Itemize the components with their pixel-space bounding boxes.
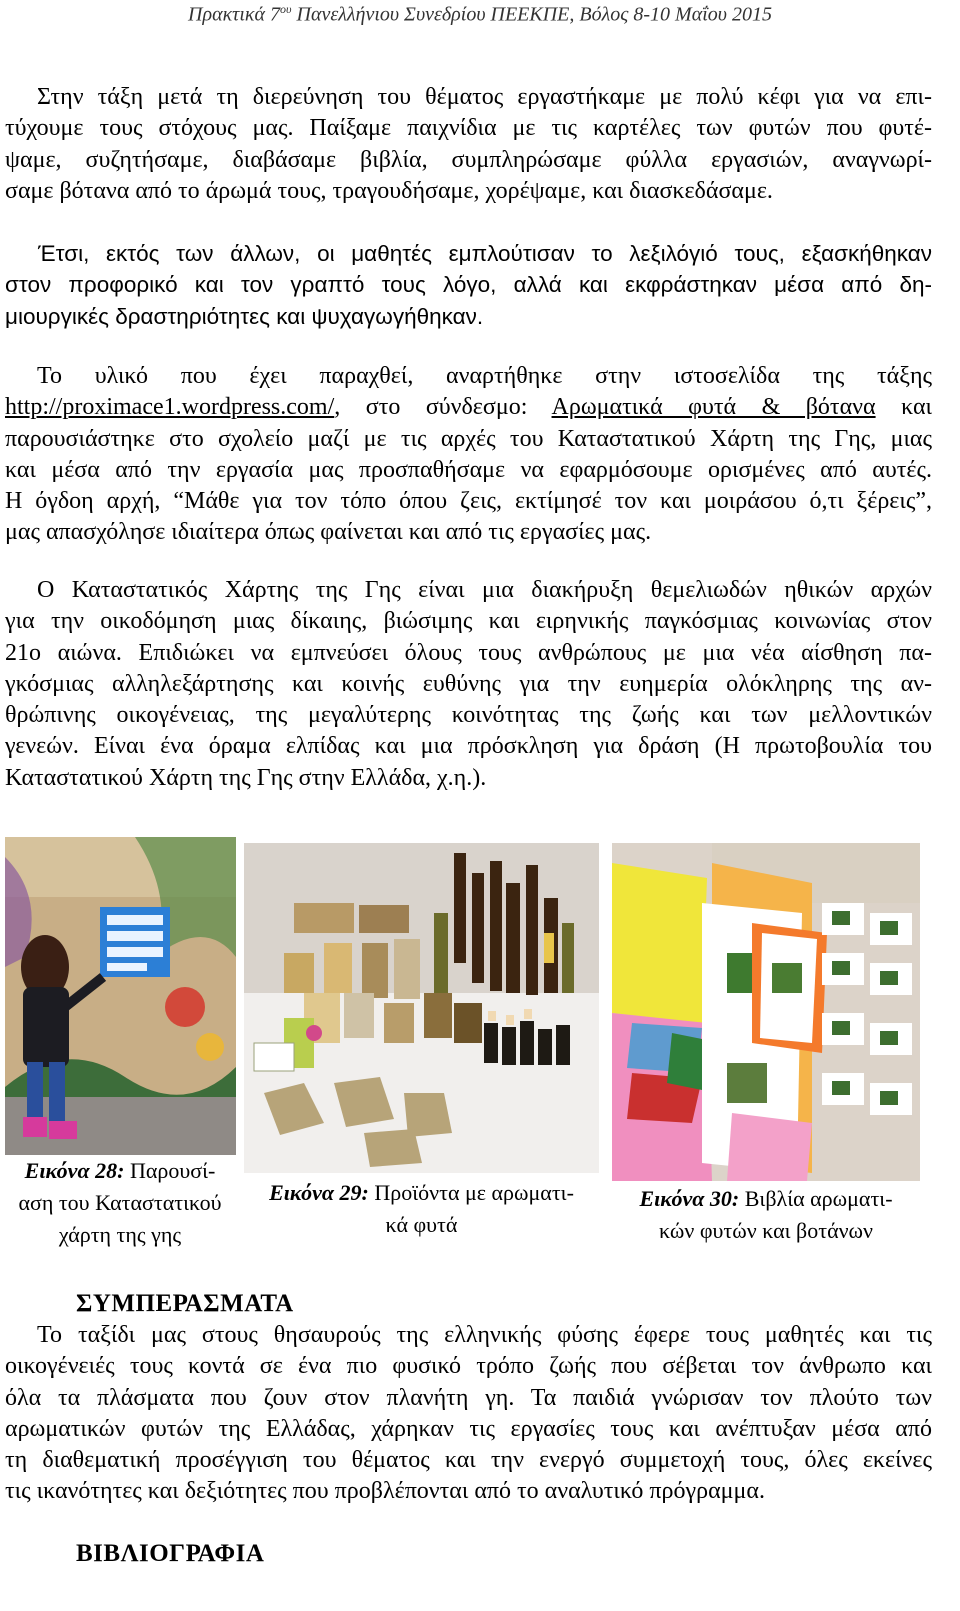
text-line: γκόσμιας αλληλεξάρτησης και κοινής ευθύνης για την ευημερία ολόκληρης της αν- — [5, 670, 932, 697]
paragraph-material-published — [5, 361, 932, 549]
text-line: Καταστατικού Χάρτη της Γης στην Ελλάδα, χ.η.). — [5, 764, 487, 791]
class-website-link[interactable]: http://proximace1.wordpress.com/ — [5, 394, 335, 421]
figure-label: Εικόνα 30: — [639, 1186, 740, 1211]
text-line: αρωματικών φυτών της Ελλάδας, χάρηκαν τις εργασίες τους και ανέπτυξαν μέσα από — [5, 1415, 932, 1442]
figure-label: Εικόνα 29: — [269, 1180, 369, 1205]
paragraph-conclusions — [5, 1320, 932, 1508]
text-line: μιουργικές δραστηριότητες και ψυχαγωγήθηκαν. — [5, 303, 484, 329]
text-line: Στην τάξη μετά τη διερεύνηση του θέματος εργαστήκαμε με πολύ κέφι για να επι- — [37, 84, 932, 110]
figure-28-caption — [0, 1155, 240, 1251]
text-line: Ο Καταστατικός Χάρτης της Γης είναι μια διακήρυξη θεμελιωδών ηθικών αρχών — [37, 577, 932, 603]
text-line: οικογένειές τους κοντά σε ένα πιο φυσικό τρόπο ζωής που σέβεται τον άνθρωπο και — [5, 1353, 932, 1380]
figure-30-caption — [612, 1183, 920, 1247]
text-line: γενεών. Είναι ένα όραμα ελπίδας και μια πρόσκληση για δράση (Η πρωτοβουλία του — [5, 733, 932, 760]
text-line: τύχουμε τους στόχους μας. Παίξαμε παιχνίδια με τις καρτέλες των φυτών που φυτέ- — [5, 115, 932, 142]
text-line: για την οικοδόμηση μιας δίκαιης, βιώσιμης και ειρηνικής παγκόσμιας κοινωνίας στον — [5, 608, 932, 635]
text-line: θρώπινης οικογένειας, της μεγαλύτερης κοινότητας της ζωής και των μελλοντικών — [5, 702, 932, 729]
text-line: 21ο αιώνα. Επιδιώκει να εμπνεύσει όλους τους ανθρώπους με μια νέα αίσθηση πα- — [5, 639, 932, 666]
aromatic-plants-link[interactable]: Αρωματικά φυτά & βότανα — [551, 394, 876, 421]
text-line: στον προφορικό και τον γραπτό τους λόγο, αλλά και εκφράστηκαν μέσα από δη- — [5, 272, 932, 298]
header-prefix: Πρακτικά 7 — [188, 3, 280, 26]
paragraph-student-outcomes — [5, 238, 932, 332]
text-line: μας απασχόλησε ιδιαίτερα όπως φαίνεται και από τις εργασίες μας. — [5, 519, 652, 546]
header-superscript: ου — [279, 2, 292, 16]
text-line — [5, 392, 932, 423]
figure-30-photo — [612, 843, 920, 1181]
text-line: Το ταξίδι μας στους θησαυρούς της ελληνικής φύσης έφερε τους μαθητές και τις — [37, 1322, 932, 1348]
caption-line: κών φυτών και βοτάνων — [659, 1218, 873, 1243]
text-line: τις ικανότητες και δεξιότητες που προβλέπονται από το αναλυτικό πρόγραμμα. — [5, 1478, 765, 1505]
figure-28-photo — [5, 837, 236, 1155]
text-line: Η όγδοη αρχή, “Μάθε για τον τόπο όπου ζεις, εκτίμησέ τον και μοιράσου ό,τι ξέρεις”, — [5, 488, 932, 515]
caption-text: Προϊόντα με αρωματι- — [368, 1180, 574, 1205]
caption-line: κά φυτά — [385, 1212, 458, 1237]
text-line: Έτσι, εκτός των άλλων, οι μαθητές εμπλούτισαν το λεξιλόγιό τους, εξασκήθηκαν — [38, 241, 932, 266]
paragraph-classroom-activities — [5, 82, 932, 207]
text-line: Το υλικό που έχει παραχθεί, αναρτήθηκε στην ιστοσελίδα της τάξης — [37, 363, 932, 389]
text-line: παρουσιάστηκε στο σχολείο μαζί με τις αρχές του Καταστατικού Χάρτη της Γης, μιας — [5, 425, 932, 452]
text-line: ψαμε, συζητήσαμε, διαβάσαμε βιβλία, συμπληρώσαμε φύλλα εργασιών, αναγνωρί- — [5, 146, 932, 173]
caption-line — [612, 1183, 920, 1215]
section-heading-conclusions: ΣΥΜΠΕΡΑΣΜΑΤΑ — [76, 1290, 294, 1317]
caption-text: Παρουσί- — [124, 1158, 216, 1183]
caption-line — [244, 1177, 599, 1209]
text-fragment: , στο σύνδεσμο: — [334, 394, 552, 421]
caption-line: χάρτη της γης — [58, 1222, 182, 1247]
figure-29-caption — [244, 1177, 599, 1241]
figure-label: Εικόνα 28: — [24, 1158, 125, 1183]
caption-text: Βιβλία αρωματι- — [739, 1186, 893, 1211]
text-fragment: και — [875, 394, 932, 421]
paragraph-earth-charter — [5, 575, 932, 794]
header-suffix: Πανελλήνιου Συνεδρίου ΠΕΕΚΠΕ, Βόλος 8-10 Μαΐου 2015 — [291, 3, 772, 26]
running-header — [0, 2, 960, 27]
caption-line: αση του Καταστατικού — [18, 1190, 222, 1215]
text-line: σαμε βότανα από το άρωμά τους, τραγουδήσαμε, χορέψαμε, και διασκεδάσαμε. — [5, 177, 773, 204]
caption-line — [0, 1155, 240, 1187]
figure-29-photo — [244, 843, 599, 1173]
text-line: τη διαθεματική προσέγγιση του θέματος και την ενεργό συμμετοχή τους, όλες εκείνες — [5, 1447, 932, 1474]
text-line: όλα τα πλάσματα που ζουν στον πλανήτη γη. Τα παιδιά γνώρισαν τον πλούτο των — [5, 1384, 932, 1411]
text-line: και μέσα από την εργασία μας προσπαθήσαμε να εφαρμόσουμε ορισμένες από αυτές. — [5, 456, 932, 483]
section-heading-bibliography: ΒΙΒΛΙΟΓΡΑΦΙΑ — [76, 1540, 265, 1567]
